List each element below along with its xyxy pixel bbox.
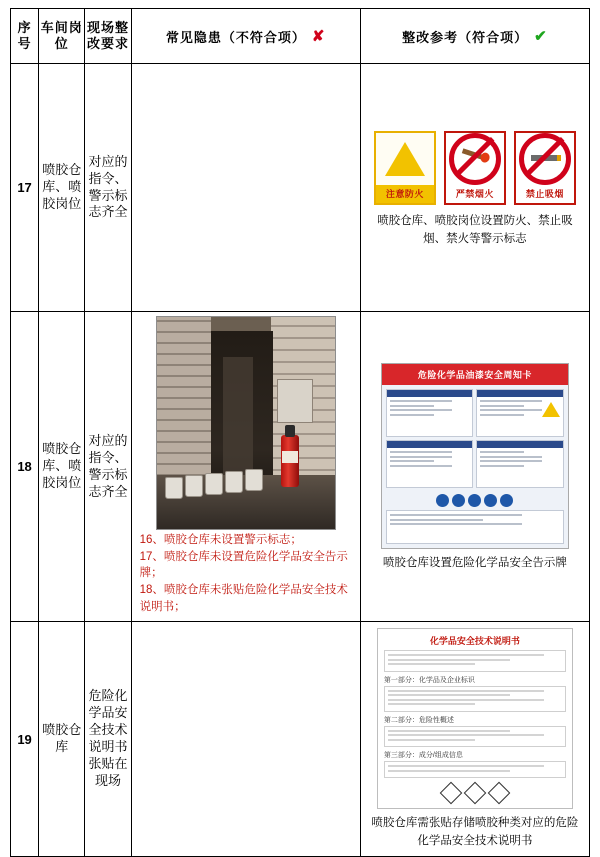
row-bad-cell: [131, 312, 360, 622]
msds-section-title: 第三部分：成分/组成信息: [383, 752, 463, 760]
msds-section-title: 第一部分：化学品及企业标识: [383, 676, 475, 684]
header-requirement-text: 现场整改要求: [86, 19, 129, 51]
notice-footer-panel: [386, 510, 564, 544]
row-number: 17: [11, 64, 39, 312]
bad-content: [132, 124, 360, 252]
ppe-icon: [484, 494, 497, 507]
sign-warning-fire-label: 注意防火: [376, 185, 434, 203]
sign-warning-fire: [374, 131, 436, 205]
notice-panel: [476, 389, 564, 437]
msds-header-box: [384, 650, 566, 672]
msds-section-box: [384, 686, 566, 712]
notice-title: 危险化学品油漆安全周知卡: [382, 364, 568, 385]
document-page: [0, 8, 600, 847]
header-position-text: 车间岗位: [40, 19, 83, 51]
good-caption: 喷胶仓库、喷胶岗位设置防火、禁止吸烟、禁火等警示标志: [377, 215, 573, 245]
header-bad: [131, 9, 360, 64]
header-bad-text: 常见隐患（不符合项）: [165, 29, 306, 45]
bad-notes: [132, 530, 360, 621]
cabinet-shape: [277, 379, 313, 423]
cross-icon: ✘: [311, 28, 326, 45]
row-requirement: 对应的指令、警示标志齐全: [85, 64, 131, 312]
msds-section-box: [384, 726, 566, 748]
notice-panel: [386, 440, 474, 488]
good-content: [361, 121, 589, 254]
ppe-icon: [452, 494, 465, 507]
sign-prohibit-smoking-label: 禁止吸烟: [516, 185, 574, 203]
ppe-icon-strip: [386, 491, 564, 510]
fire-extinguisher-icon: [281, 435, 299, 487]
chemical-notice-card: [381, 363, 569, 549]
warning-fire-icon: [376, 133, 434, 185]
bad-photo-placeholder: [132, 124, 360, 242]
warning-triangle-icon: [542, 402, 560, 417]
bad-note-item: 17、喷胶仓库未设置危险化学品安全告示牌；: [139, 550, 348, 580]
ppe-icon: [436, 494, 449, 507]
bad-note-item: 18、喷胶仓库未张贴危险化学品安全技术说明书；: [139, 584, 348, 613]
inspection-table: [10, 8, 590, 857]
hazard-diamond-icon: [464, 782, 487, 805]
notice-panel: [386, 389, 474, 437]
ppe-icon: [468, 494, 481, 507]
sign-prohibit-fire: [444, 131, 506, 205]
good-content: [361, 628, 589, 856]
table-header-row: [11, 9, 590, 64]
msds-section-box: [384, 761, 566, 778]
row-good-cell: [360, 312, 589, 622]
bad-caption: [132, 734, 360, 744]
good-content: [361, 363, 589, 578]
safety-signs-group: [361, 121, 589, 209]
table-row: [11, 64, 590, 312]
header-requirement: [85, 9, 131, 64]
good-caption: 喷胶仓库需张贴存储喷胶种类对应的危险化学品安全技术说明书: [371, 817, 579, 847]
prohibit-smoking-icon: [516, 133, 574, 185]
msds-document: [377, 628, 573, 809]
header-num-text: 序号: [17, 19, 32, 51]
bad-content: [132, 734, 360, 744]
ppe-icon: [500, 494, 513, 507]
row-position: 喷胶仓库、喷胶岗位: [39, 312, 85, 622]
hazard-diamond-icon: [488, 782, 511, 805]
row-number: 19: [11, 622, 39, 857]
hazard-diamond-icon: [440, 782, 463, 805]
paint-buckets: [165, 465, 273, 499]
row-requirement: 对应的指令、警示标志齐全: [85, 312, 131, 622]
prohibit-fire-icon: [446, 133, 504, 185]
table-row: [11, 312, 590, 622]
header-good-text: 整改参考（符合项）: [402, 29, 529, 45]
row-number: 18: [11, 312, 39, 622]
table-row: [11, 622, 590, 857]
bad-note-item: 16、喷胶仓库未设置警示标志；: [139, 534, 302, 546]
row-bad-cell: [131, 622, 360, 857]
hazard-pictograms: [384, 781, 566, 803]
row-position: 喷胶仓库、喷胶岗位: [39, 64, 85, 312]
sign-prohibit-fire-label: 严禁烟火: [446, 185, 504, 203]
row-position: 喷胶仓库: [39, 622, 85, 857]
bad-content: [132, 312, 360, 621]
msds-title: 化学品安全技术说明书: [429, 636, 520, 647]
notice-panel: [476, 440, 564, 488]
header-good: [360, 9, 589, 64]
sign-prohibit-smoking: [514, 131, 576, 205]
row-good-cell: [360, 64, 589, 312]
row-bad-cell: [131, 64, 360, 312]
row-good-cell: [360, 622, 589, 857]
row-requirement: 危险化学品安全技术说明书张贴在现场: [85, 622, 131, 857]
header-num: [11, 9, 39, 64]
header-position: [39, 9, 85, 64]
msds-section-title: 第二部分：危险性概述: [383, 716, 454, 724]
good-caption: 喷胶仓库设置危险化学品安全告示牌: [382, 557, 567, 570]
check-icon: ✔: [534, 28, 548, 45]
warehouse-photo: [132, 312, 360, 530]
bad-caption: [132, 242, 360, 252]
